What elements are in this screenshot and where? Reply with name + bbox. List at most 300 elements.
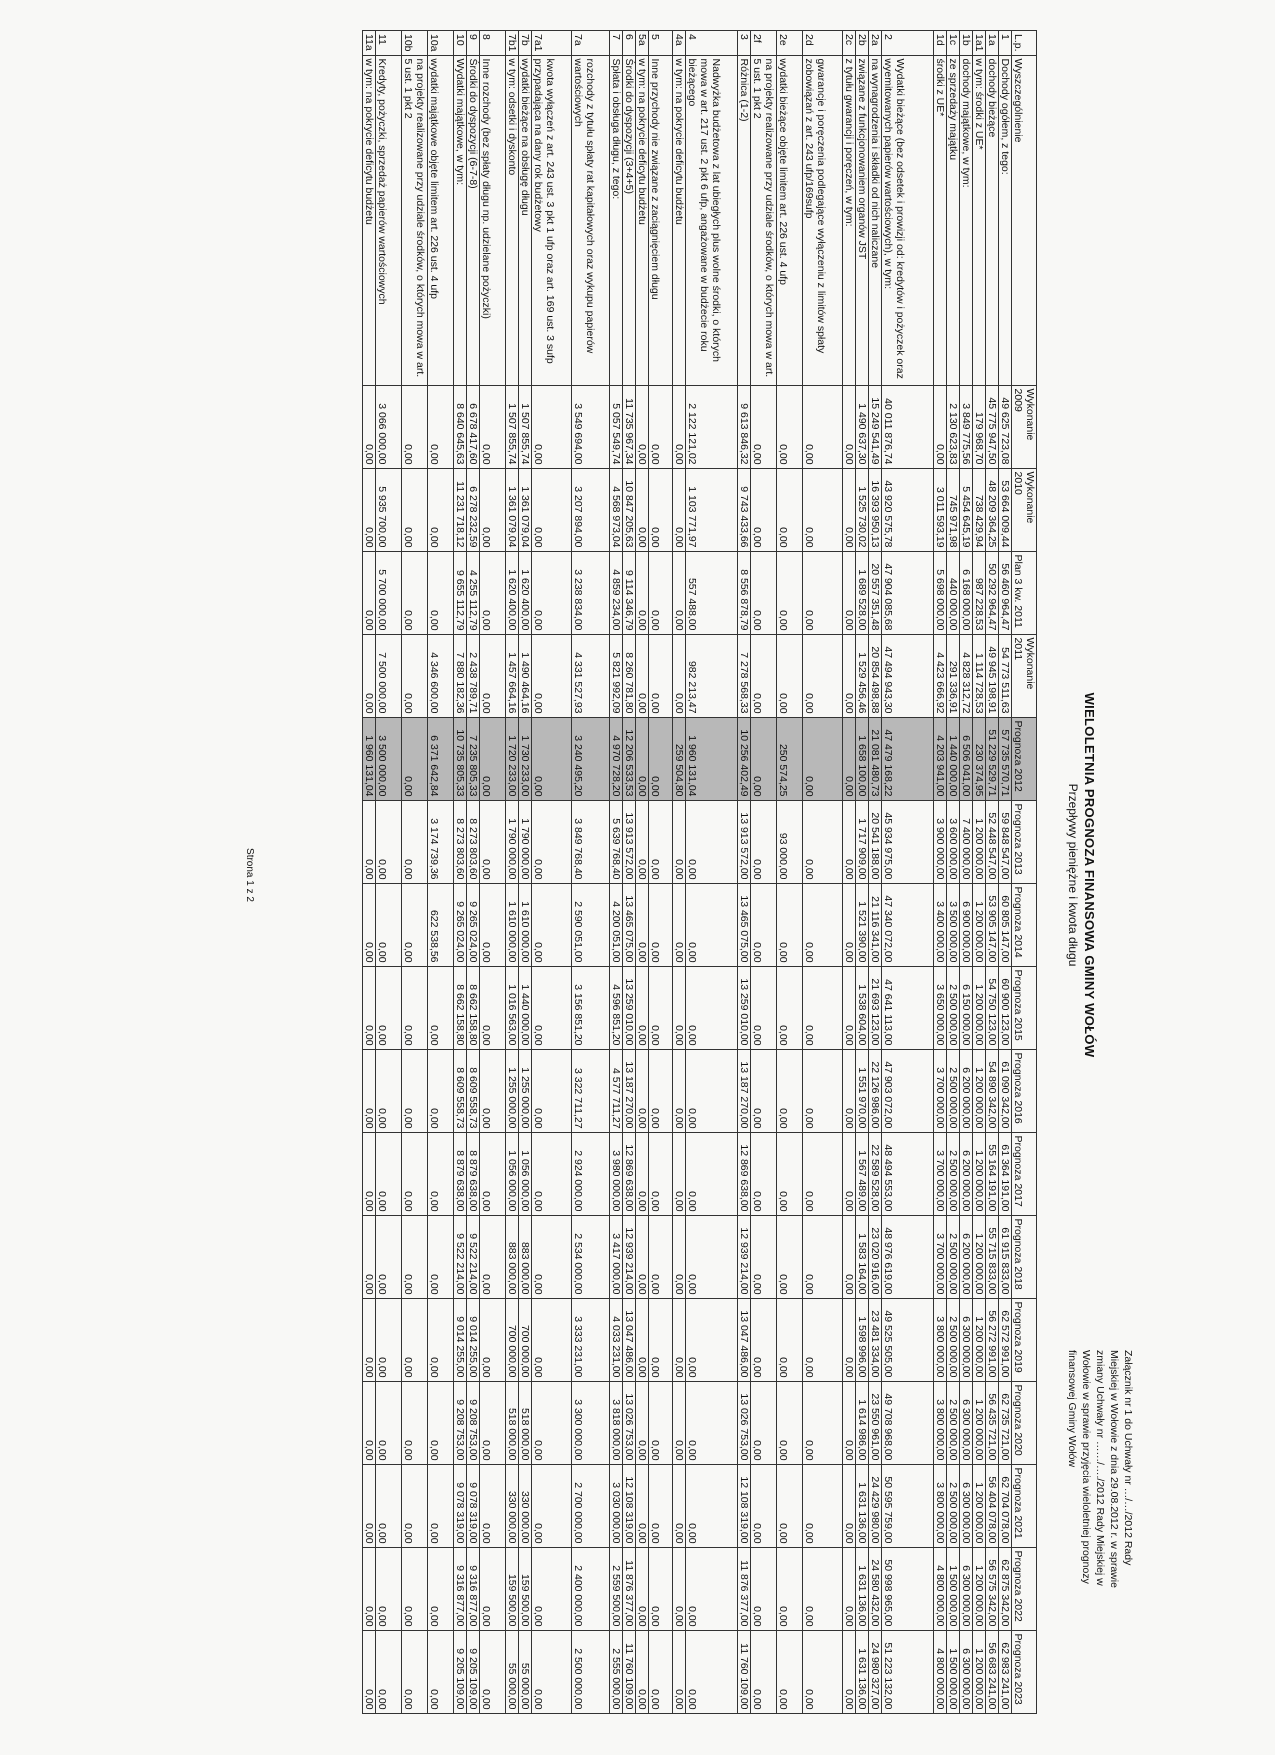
value-cell: 20 854 498,88 <box>869 634 882 717</box>
value-cell: 0,00 <box>649 468 673 551</box>
value-cell: 3 500 000,00 <box>376 717 402 800</box>
value-cell: 6 900 000,00 <box>960 883 973 966</box>
attachment-note <box>1065 1350 1135 1690</box>
value-cell: 6 300 000,00 <box>960 1464 973 1547</box>
row-number: 1b <box>960 31 973 56</box>
value-cell: 2 130 623,83 <box>947 385 960 468</box>
table-row <box>882 31 934 1714</box>
column-header: L.p. <box>1012 31 1037 56</box>
value-cell: 1 525 730,02 <box>856 468 869 551</box>
value-cell: 4 255 112,79 <box>467 551 480 634</box>
value-cell: 9 078 319,00 <box>467 1464 480 1547</box>
value-cell: 0,00 <box>751 717 777 800</box>
value-cell: 0,00 <box>532 1215 572 1298</box>
value-cell: 0,00 <box>532 800 572 883</box>
value-cell: 6 200 000,00 <box>960 1049 973 1132</box>
value-cell: 2 500 000,00 <box>947 1132 960 1215</box>
value-cell: 4 800 000,00 <box>934 1547 947 1630</box>
value-cell: 9 078 319,00 <box>454 1464 467 1547</box>
value-cell: 0,00 <box>777 1215 803 1298</box>
value-cell: 1 720 233,00 <box>506 717 519 800</box>
value-cell: 0,00 <box>649 385 673 468</box>
value-cell: 0,00 <box>428 1381 454 1464</box>
value-cell: 11 735 967,34 <box>623 385 636 468</box>
value-cell: 0,00 <box>686 1049 738 1132</box>
value-cell: 0,00 <box>843 634 856 717</box>
value-cell: 0,00 <box>532 1381 572 1464</box>
value-cell: 0,00 <box>363 1464 376 1547</box>
value-cell: 0,00 <box>686 1464 738 1547</box>
value-cell: 0,00 <box>673 1132 686 1215</box>
row-number: 1d <box>934 31 947 56</box>
column-header: Prognoza 2014 <box>1012 883 1037 966</box>
value-cell: 5 698 000,00 <box>934 551 947 634</box>
row-description: Spłata i obsługa długu, z tego: <box>610 55 623 385</box>
value-cell: 6 278 232,59 <box>467 468 480 551</box>
value-cell: 0,00 <box>428 1215 454 1298</box>
value-cell: 0,00 <box>649 1298 673 1381</box>
value-cell: 3 400 000,00 <box>934 883 947 966</box>
value-cell: 0,00 <box>532 468 572 551</box>
value-cell: 0,00 <box>803 1381 843 1464</box>
value-cell: 0,00 <box>402 800 428 883</box>
value-cell: 1 056 000,00 <box>506 1132 519 1215</box>
value-cell: 1 200 000,00 <box>973 1298 986 1381</box>
value-cell: 1 521 390,00 <box>856 883 869 966</box>
value-cell: 0,00 <box>777 634 803 717</box>
value-cell: 12 108 319,00 <box>738 1464 751 1547</box>
value-cell: 518 000,00 <box>506 1381 519 1464</box>
value-cell: 3 800 000,00 <box>934 1381 947 1464</box>
value-cell: 9 114 346,79 <box>623 551 636 634</box>
row-description: Nadwyżka budżetowa z lat ubiegłych plus wolne środki, o których mowa w art. 217 ust. 2 pkt 6 ufp, angażowane w budżecie roku bieżącego <box>686 55 738 385</box>
value-cell: 0,00 <box>673 1049 686 1132</box>
value-cell: 0,00 <box>428 966 454 1049</box>
value-cell: 3 500 000,00 <box>947 883 960 966</box>
value-cell: 0,00 <box>649 1132 673 1215</box>
value-cell: 4 828 312,72 <box>960 634 973 717</box>
value-cell: 700 000,00 <box>519 1298 532 1381</box>
value-cell: 9 205 109,00 <box>467 1630 480 1713</box>
value-cell: 60 900 123,00 <box>999 966 1012 1049</box>
table-row <box>402 31 428 1714</box>
value-cell: 50 595 759,00 <box>882 1464 934 1547</box>
value-cell: 4 577 711,27 <box>610 1049 623 1132</box>
value-cell: 1 361 079,04 <box>506 468 519 551</box>
row-number: 7a <box>572 31 610 56</box>
value-cell: 13 259 010,00 <box>738 966 751 1049</box>
value-cell: 2 924 000,00 <box>572 1132 610 1215</box>
value-cell: 0,00 <box>686 800 738 883</box>
value-cell: 0,00 <box>636 1049 649 1132</box>
value-cell: 0,00 <box>532 1132 572 1215</box>
value-cell: 62 983 241,00 <box>999 1630 1012 1713</box>
value-cell: 0,00 <box>402 883 428 966</box>
value-cell: 0,00 <box>777 1630 803 1713</box>
value-cell: 9 655 112,79 <box>454 551 467 634</box>
value-cell: 0,00 <box>428 551 454 634</box>
value-cell: 0,00 <box>649 1381 673 1464</box>
value-cell: 2 438 789,71 <box>467 634 480 717</box>
value-cell: 0,00 <box>480 717 506 800</box>
row-description: Kredyty, pożyczki, sprzedaż papierów wartościowych <box>376 55 402 385</box>
value-cell: 1 255 000,00 <box>519 1049 532 1132</box>
column-header: Prognoza 2015 <box>1012 966 1037 1049</box>
value-cell: 11 760 109,00 <box>623 1630 636 1713</box>
value-cell: 3 066 000,00 <box>376 385 402 468</box>
value-cell: 13 913 572,00 <box>623 800 636 883</box>
value-cell: 5 935 700,00 <box>376 468 402 551</box>
value-cell: 0,00 <box>777 1049 803 1132</box>
column-header: Plan 3 kw. 2011 <box>1012 551 1037 634</box>
value-cell: 0,00 <box>363 1132 376 1215</box>
value-cell: 2 500 000,00 <box>947 1381 960 1464</box>
column-header: Prognoza 2019 <box>1012 1298 1037 1381</box>
value-cell: 50 292 964,47 <box>986 551 999 634</box>
row-number: 2e <box>777 31 803 56</box>
value-cell: 0,00 <box>686 1215 738 1298</box>
value-cell: 1 614 986,00 <box>856 1381 869 1464</box>
value-cell: 0,00 <box>777 1132 803 1215</box>
value-cell: 0,00 <box>376 1298 402 1381</box>
value-cell: 2 500 000,00 <box>947 1298 960 1381</box>
row-number: 2 <box>882 31 934 56</box>
value-cell: 1 500 000,00 <box>947 1547 960 1630</box>
value-cell: 56 460 964,47 <box>999 551 1012 634</box>
value-cell: 0,00 <box>532 883 572 966</box>
value-cell: 6 150 000,00 <box>960 966 973 1049</box>
value-cell: 1 610 000,00 <box>506 883 519 966</box>
value-cell: 1 551 970,00 <box>856 1049 869 1132</box>
value-cell: 0,00 <box>480 966 506 1049</box>
value-cell: 1 529 456,46 <box>856 634 869 717</box>
table-row <box>532 31 572 1714</box>
value-cell: 7 880 182,36 <box>454 634 467 717</box>
row-description: Różnica (1-2) <box>738 55 751 385</box>
value-cell: 0,00 <box>636 1215 649 1298</box>
value-cell: 9 208 753,00 <box>467 1381 480 1464</box>
value-cell: 0,00 <box>649 1464 673 1547</box>
value-cell: 0,00 <box>363 551 376 634</box>
row-number: 8 <box>480 31 506 56</box>
value-cell: 0,00 <box>777 1298 803 1381</box>
value-cell: 0,00 <box>934 385 947 468</box>
value-cell: 1 730 233,00 <box>519 717 532 800</box>
value-cell: 24 429 980,00 <box>869 1464 882 1547</box>
value-cell: 3 417 000,00 <box>610 1215 623 1298</box>
value-cell: 13 465 075,00 <box>623 883 636 966</box>
value-cell: 1 790 000,00 <box>519 800 532 883</box>
value-cell: 6 168 000,00 <box>960 551 973 634</box>
value-cell: 518 000,00 <box>519 1381 532 1464</box>
value-cell: 1 538 604,00 <box>856 966 869 1049</box>
value-cell: 0,00 <box>636 1132 649 1215</box>
row-number: 2c <box>843 31 856 56</box>
value-cell: 62 875 342,00 <box>999 1547 1012 1630</box>
value-cell: 0,00 <box>751 634 777 717</box>
value-cell: 0,00 <box>402 1547 428 1630</box>
value-cell: 5 454 645,19 <box>960 468 973 551</box>
value-cell: 13 026 753,00 <box>623 1381 636 1464</box>
value-cell: 0,00 <box>673 1381 686 1464</box>
value-cell: 4 331 527,93 <box>572 634 610 717</box>
column-header: Wykonanie 2010 <box>1012 468 1037 551</box>
note-line: zmiany Uchwały nr ……/…./2012 Rady Miejskiej w <box>1094 1350 1106 1586</box>
value-cell: 0,00 <box>402 1215 428 1298</box>
value-cell: 55 000,00 <box>519 1630 532 1713</box>
value-cell: 0,00 <box>480 883 506 966</box>
value-cell: 330 000,00 <box>506 1464 519 1547</box>
value-cell: 0,00 <box>751 1049 777 1132</box>
value-cell: 45 934 975,00 <box>882 800 934 883</box>
value-cell: 48 976 619,00 <box>882 1215 934 1298</box>
row-description: Wydatki majątkowe, w tym: <box>454 55 467 385</box>
value-cell: 0,00 <box>480 1381 506 1464</box>
value-cell: 745 971,98 <box>947 468 960 551</box>
table-row <box>363 31 376 1714</box>
value-cell: 0,00 <box>777 551 803 634</box>
table-row <box>480 31 506 1714</box>
row-number: 2a <box>869 31 882 56</box>
value-cell: 0,00 <box>480 551 506 634</box>
value-cell: 1 658 100,00 <box>856 717 869 800</box>
value-cell: 61 364 191,00 <box>999 1132 1012 1215</box>
value-cell: 4 200 051,00 <box>610 883 623 966</box>
value-cell: 0,00 <box>480 1630 506 1713</box>
value-cell: 0,00 <box>363 1547 376 1630</box>
value-cell: 54 750 123,00 <box>986 966 999 1049</box>
row-number: 4a <box>673 31 686 56</box>
value-cell: 1 361 079,04 <box>519 468 532 551</box>
value-cell: 330 000,00 <box>519 1464 532 1547</box>
table-body <box>363 31 1012 1714</box>
value-cell: 0,00 <box>428 1464 454 1547</box>
value-cell: 0,00 <box>843 1630 856 1713</box>
value-cell: 3 700 000,00 <box>934 1215 947 1298</box>
value-cell: 0,00 <box>480 1049 506 1132</box>
value-cell: 179 968,70 <box>973 385 986 468</box>
value-cell: 0,00 <box>777 1547 803 1630</box>
value-cell: 0,00 <box>532 717 572 800</box>
row-number: 5a <box>636 31 649 56</box>
value-cell: 54 773 511,63 <box>999 634 1012 717</box>
value-cell: 0,00 <box>673 883 686 966</box>
value-cell: 1 200 000,00 <box>973 883 986 966</box>
value-cell: 2 500 000,00 <box>947 966 960 1049</box>
value-cell: 0,00 <box>803 717 843 800</box>
row-number: 10b <box>402 31 428 56</box>
value-cell: 5 700 000,00 <box>376 551 402 634</box>
value-cell: 0,00 <box>843 551 856 634</box>
value-cell: 4 596 851,20 <box>610 966 623 1049</box>
value-cell: 0,00 <box>376 1132 402 1215</box>
value-cell: 0,00 <box>673 1630 686 1713</box>
value-cell: 259 504,80 <box>673 717 686 800</box>
value-cell: 3 333 231,00 <box>572 1298 610 1381</box>
value-cell: 8 640 645,63 <box>454 385 467 468</box>
document-subtitle: Przepływy pieniężne i kwota długu <box>1066 783 1080 967</box>
value-cell: 10 735 805,33 <box>454 717 467 800</box>
value-cell: 0,00 <box>649 883 673 966</box>
value-cell: 93 000,00 <box>777 800 803 883</box>
value-cell: 159 500,00 <box>506 1547 519 1630</box>
value-cell: 3 174 739,36 <box>428 800 454 883</box>
value-cell: 9 316 877,00 <box>467 1547 480 1630</box>
value-cell: 55 164 191,00 <box>986 1132 999 1215</box>
value-cell: 0,00 <box>402 385 428 468</box>
value-cell: 8 556 878,79 <box>738 551 751 634</box>
value-cell: 0,00 <box>686 1547 738 1630</box>
value-cell: 6 678 417,60 <box>467 385 480 468</box>
value-cell: 230 374,95 <box>973 717 986 800</box>
value-cell: 0,00 <box>480 634 506 717</box>
table-row <box>856 31 869 1714</box>
value-cell: 22 126 986,00 <box>869 1049 882 1132</box>
value-cell: 3 322 711,27 <box>572 1049 610 1132</box>
value-cell: 7 400 000,00 <box>960 800 973 883</box>
value-cell: 0,00 <box>751 1298 777 1381</box>
value-cell: 47 479 168,22 <box>882 717 934 800</box>
table-row <box>673 31 686 1714</box>
table-row <box>686 31 738 1714</box>
value-cell: 9 522 214,00 <box>454 1215 467 1298</box>
value-cell: 1 255 000,00 <box>506 1049 519 1132</box>
value-cell: 16 393 950,13 <box>869 468 882 551</box>
value-cell: 0,00 <box>532 551 572 634</box>
value-cell: 5 057 549,74 <box>610 385 623 468</box>
value-cell: 1 440 000,00 <box>519 966 532 1049</box>
value-cell: 0,00 <box>803 1132 843 1215</box>
value-cell: 0,00 <box>532 1049 572 1132</box>
column-header: Prognoza 2017 <box>1012 1132 1037 1215</box>
value-cell: 9 208 753,00 <box>454 1381 467 1464</box>
value-cell: 0,00 <box>751 1464 777 1547</box>
value-cell: 0,00 <box>777 1381 803 1464</box>
value-cell: 47 904 085,68 <box>882 551 934 634</box>
column-header: Prognoza 2018 <box>1012 1215 1037 1298</box>
column-header: Prognoza 2013 <box>1012 800 1037 883</box>
value-cell: 5 821 992,09 <box>610 634 623 717</box>
value-cell: 0,00 <box>803 468 843 551</box>
value-cell: 0,00 <box>363 883 376 966</box>
value-cell: 3 700 000,00 <box>934 1132 947 1215</box>
value-cell: 0,00 <box>376 966 402 1049</box>
value-cell: 12 869 638,00 <box>738 1132 751 1215</box>
row-description: Środki do dyspozycji (6-7-8) <box>467 55 480 385</box>
value-cell: 2 500 000,00 <box>572 1630 610 1713</box>
table-row <box>960 31 973 1714</box>
row-description: Inne rozchody (bez spłaty długu np. udzielane pożyczki) <box>480 55 506 385</box>
value-cell: 4 033 231,00 <box>610 1298 623 1381</box>
value-cell: 3 700 000,00 <box>934 1049 947 1132</box>
value-cell: 0,00 <box>532 1298 572 1381</box>
value-cell: 59 848 547,00 <box>999 800 1012 883</box>
table-row <box>454 31 467 1714</box>
value-cell: 8 273 803,60 <box>454 800 467 883</box>
value-cell: 12 206 533,53 <box>623 717 636 800</box>
value-cell: 0,00 <box>777 1464 803 1547</box>
value-cell: 9 316 877,00 <box>454 1547 467 1630</box>
value-cell: 0,00 <box>636 883 649 966</box>
value-cell: 23 481 334,00 <box>869 1298 882 1381</box>
value-cell: 11 876 377,00 <box>623 1547 636 1630</box>
note-line: Załącznik nr 1 do Uchwały nr …/…/2012 Rady <box>1122 1350 1134 1566</box>
value-cell: 0,00 <box>636 1298 649 1381</box>
value-cell: 1 631 136,00 <box>856 1630 869 1713</box>
value-cell: 1 056 000,00 <box>519 1132 532 1215</box>
value-cell: 0,00 <box>751 883 777 966</box>
row-description: Środki do dyspozycji (3+4+5) <box>623 55 636 385</box>
table-row <box>777 31 803 1714</box>
value-cell: 1 200 000,00 <box>973 1547 986 1630</box>
value-cell: 0,00 <box>402 634 428 717</box>
value-cell: 0,00 <box>673 800 686 883</box>
column-header: Wyszczególnienie <box>1012 55 1037 385</box>
value-cell: 0,00 <box>777 385 803 468</box>
value-cell: 0,00 <box>843 1049 856 1132</box>
row-number: 7 <box>610 31 623 56</box>
value-cell: 6 200 000,00 <box>960 1132 973 1215</box>
value-cell: 0,00 <box>649 717 673 800</box>
value-cell: 0,00 <box>751 800 777 883</box>
value-cell: 21 081 480,73 <box>869 717 882 800</box>
value-cell: 13 026 753,00 <box>738 1381 751 1464</box>
value-cell: 1 200 000,00 <box>973 966 986 1049</box>
value-cell: 1 583 164,00 <box>856 1215 869 1298</box>
value-cell: 0,00 <box>363 385 376 468</box>
value-cell: 3 011 593,19 <box>934 468 947 551</box>
value-cell: 291 336,91 <box>947 634 960 717</box>
value-cell: 0,00 <box>480 1547 506 1630</box>
row-description: z tytułu gwarancji i poręczeń, w tym: <box>843 55 856 385</box>
value-cell: 1 507 855,74 <box>519 385 532 468</box>
value-cell: 6 300 000,00 <box>960 1630 973 1713</box>
value-cell: 2 555 000,00 <box>610 1630 623 1713</box>
value-cell: 0,00 <box>363 1381 376 1464</box>
value-cell: 0,00 <box>803 800 843 883</box>
value-cell: 1 200 000,00 <box>973 800 986 883</box>
value-cell: 20 541 188,00 <box>869 800 882 883</box>
row-description: na wynagrodzenia i składki od nich naliczane <box>869 55 882 385</box>
value-cell: 12 939 214,00 <box>623 1215 636 1298</box>
value-cell: 51 229 529,71 <box>986 717 999 800</box>
value-cell: 1 567 489,00 <box>856 1132 869 1215</box>
value-cell: 0,00 <box>843 717 856 800</box>
value-cell: 1 103 771,97 <box>686 468 738 551</box>
value-cell: 0,00 <box>777 966 803 1049</box>
value-cell: 56 683 241,00 <box>986 1630 999 1713</box>
value-cell: 1 114 728,53 <box>973 634 986 717</box>
value-cell: 0,00 <box>673 634 686 717</box>
value-cell: 0,00 <box>803 385 843 468</box>
value-cell: 3 156 851,20 <box>572 966 610 1049</box>
rotated-content <box>225 30 1134 1720</box>
value-cell: 0,00 <box>376 1630 402 1713</box>
value-cell: 4 970 728,20 <box>610 717 623 800</box>
row-number: 4 <box>686 31 738 56</box>
value-cell: 0,00 <box>480 1215 506 1298</box>
value-cell: 52 448 547,00 <box>986 800 999 883</box>
value-cell: 0,00 <box>649 800 673 883</box>
value-cell: 0,00 <box>686 966 738 1049</box>
value-cell: 0,00 <box>843 1464 856 1547</box>
value-cell: 40 011 876,74 <box>882 385 934 468</box>
value-cell: 0,00 <box>673 1298 686 1381</box>
value-cell: 53 905 147,00 <box>986 883 999 966</box>
value-cell: 7 278 568,33 <box>738 634 751 717</box>
value-cell: 0,00 <box>673 1547 686 1630</box>
value-cell: 0,00 <box>363 468 376 551</box>
